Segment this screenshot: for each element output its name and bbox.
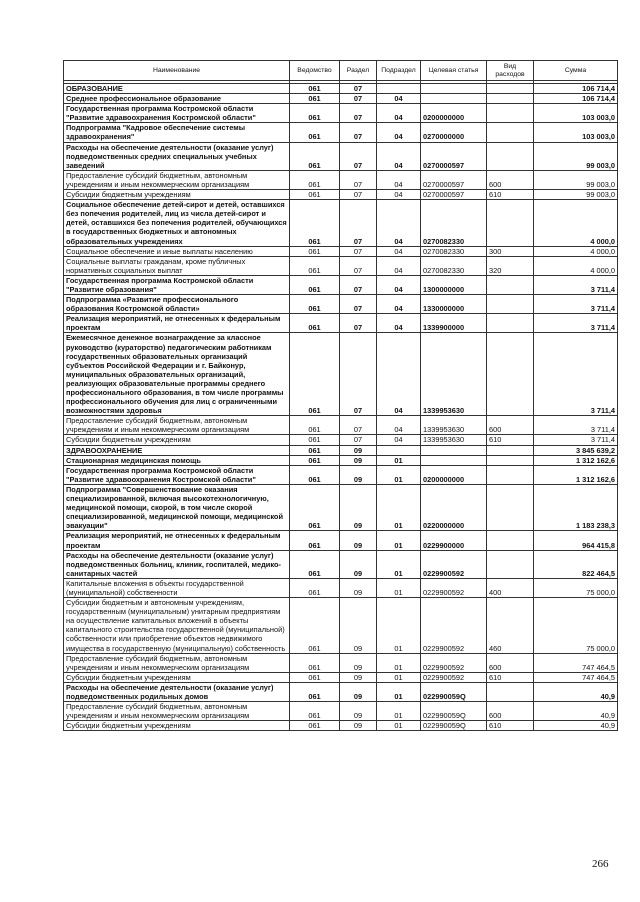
name-cell: Подпрограмма "Кадровое обеспечение системы здравоохранения" <box>64 123 290 142</box>
vid-cell <box>487 295 534 314</box>
table-row <box>64 435 618 445</box>
podrazdel-cell: 04 <box>377 256 421 275</box>
razdel-cell: 07 <box>340 416 377 435</box>
name-cell: Реализация мероприятий, не отнесенных к федеральным проектам <box>64 531 290 550</box>
podrazdel-cell: 04 <box>377 94 421 104</box>
sum-cell: 3 711,4 <box>534 435 618 445</box>
podrazdel-cell: 04 <box>377 170 421 189</box>
header-row <box>64 61 618 81</box>
ved-cell: 061 <box>290 275 340 294</box>
cs-cell: 0270000000 <box>421 123 487 142</box>
razdel-cell: 09 <box>340 465 377 484</box>
sum-cell: 75 000,0 <box>534 578 618 597</box>
cs-cell <box>421 84 487 94</box>
ved-cell: 061 <box>290 200 340 246</box>
ved-cell: 061 <box>290 653 340 672</box>
sum-cell: 3 711,4 <box>534 275 618 294</box>
name-cell: Стационарная медицинская помощь <box>64 455 290 465</box>
ved-cell: 061 <box>290 104 340 123</box>
cs-cell: 022990059Q <box>421 702 487 721</box>
ved-cell: 061 <box>290 94 340 104</box>
table-row <box>64 653 618 672</box>
name-cell: Субсидии бюджетным учреждениям <box>64 672 290 682</box>
razdel-cell: 07 <box>340 200 377 246</box>
table-row <box>64 200 618 246</box>
name-cell: Капитальные вложения в объекты государственной (муниципальной) собственности <box>64 578 290 597</box>
vid-cell <box>487 142 534 170</box>
vid-cell <box>487 94 534 104</box>
table-row <box>64 455 618 465</box>
razdel-cell: 09 <box>340 484 377 530</box>
podrazdel-cell: 04 <box>377 246 421 256</box>
vid-cell <box>487 445 534 455</box>
cs-cell: 0229900592 <box>421 578 487 597</box>
cs-cell: 0270000597 <box>421 170 487 189</box>
table-row <box>64 578 618 597</box>
podrazdel-cell: 04 <box>377 142 421 170</box>
podrazdel-cell: 01 <box>377 682 421 701</box>
vid-cell: 600 <box>487 416 534 435</box>
razdel-cell: 07 <box>340 435 377 445</box>
ved-cell: 061 <box>290 465 340 484</box>
name-cell: Расходы на обеспечение деятельности (оказание услуг) подведомственных больниц, клиник, госпиталей, медико-санитарных частей <box>64 550 290 578</box>
podrazdel-cell: 04 <box>377 123 421 142</box>
cs-cell: 1339953630 <box>421 435 487 445</box>
table-row <box>64 598 618 654</box>
ved-cell: 061 <box>290 578 340 597</box>
table-row <box>64 84 618 94</box>
podrazdel-cell: 01 <box>377 672 421 682</box>
podrazdel-cell <box>377 84 421 94</box>
cs-cell: 0229900592 <box>421 598 487 654</box>
name-cell: Ежемесячное денежное вознаграждение за классное руководство (кураторство) педагогическим работникам государственных образовательных организаций субъектов Российской Федерации и г. Байконур, муниципальных образовательных организаций, реализующих образовательные программы среднего профессионального образования, в том числе программы профессионального обучения для лиц с ограниченными возможностями здоровья <box>64 333 290 416</box>
cs-cell: 0270082330 <box>421 256 487 275</box>
sum-cell: 99 003,0 <box>534 142 618 170</box>
podrazdel-cell: 04 <box>377 333 421 416</box>
table-body <box>64 81 618 731</box>
page-number: 266 <box>592 858 609 870</box>
sum-cell: 106 714,4 <box>534 84 618 94</box>
razdel-cell: 09 <box>340 578 377 597</box>
cs-cell <box>421 94 487 104</box>
sum-cell: 964 415,8 <box>534 531 618 550</box>
table-row <box>64 682 618 701</box>
table-row <box>64 275 618 294</box>
name-cell: Социальное обеспечение и иные выплаты населению <box>64 246 290 256</box>
header-cs: Целевая статья <box>421 61 487 81</box>
sum-cell: 106 714,4 <box>534 94 618 104</box>
vid-cell <box>487 200 534 246</box>
name-cell: Подпрограмма «Развитие профессионального образования Костромской области» <box>64 295 290 314</box>
sum-cell: 1 312 162,6 <box>534 455 618 465</box>
razdel-cell: 07 <box>340 256 377 275</box>
name-cell: Субсидии бюджетным и автономным учреждениям, государственным (муниципальным) унитарным предприятиям на осуществление капитальных вложений в объекты капитального строительства государственной (муниципальной) собственности или приобретение объектов недвижимого имущества в государственную (муниципальную) собственность <box>64 598 290 654</box>
cs-cell: 0270000597 <box>421 142 487 170</box>
table-row <box>64 94 618 104</box>
podrazdel-cell: 04 <box>377 416 421 435</box>
cs-cell: 1339953630 <box>421 333 487 416</box>
razdel-cell: 07 <box>340 123 377 142</box>
vid-cell: 400 <box>487 578 534 597</box>
razdel-cell: 07 <box>340 246 377 256</box>
sum-cell: 3 711,4 <box>534 333 618 416</box>
razdel-cell: 09 <box>340 598 377 654</box>
ved-cell: 061 <box>290 531 340 550</box>
podrazdel-cell: 01 <box>377 702 421 721</box>
table-row <box>64 550 618 578</box>
name-cell: Предоставление субсидий бюджетным, автономным учреждениям и иным некоммерческим организациям <box>64 416 290 435</box>
header-podrazdel: Подраздел <box>377 61 421 81</box>
podrazdel-cell: 01 <box>377 484 421 530</box>
podrazdel-cell: 01 <box>377 531 421 550</box>
ved-cell: 061 <box>290 84 340 94</box>
sum-cell: 747 464,5 <box>534 672 618 682</box>
header-sum: Сумма <box>534 61 618 81</box>
vid-cell <box>487 455 534 465</box>
razdel-cell: 09 <box>340 455 377 465</box>
sum-cell: 4 000,0 <box>534 256 618 275</box>
razdel-cell: 09 <box>340 531 377 550</box>
name-cell: Субсидии бюджетным учреждениям <box>64 721 290 731</box>
sum-cell: 4 000,0 <box>534 200 618 246</box>
name-cell: ЗДРАВООХРАНЕНИЕ <box>64 445 290 455</box>
podrazdel-cell: 04 <box>377 200 421 246</box>
ved-cell: 061 <box>290 314 340 333</box>
razdel-cell: 07 <box>340 295 377 314</box>
ved-cell: 061 <box>290 142 340 170</box>
name-cell: Предоставление субсидий бюджетным, автономным учреждениям и иным некоммерческим организациям <box>64 702 290 721</box>
cs-cell: 0220000000 <box>421 484 487 530</box>
name-cell: Подпрограмма "Совершенствование оказания специализированной, включая высокотехнологичную, медицинской помощи, скорой, в том числе скорой специализированной, медицинской помощи, медицинской эвакуации" <box>64 484 290 530</box>
ved-cell: 061 <box>290 256 340 275</box>
sum-cell: 1 183 238,3 <box>534 484 618 530</box>
cs-cell: 1300000000 <box>421 275 487 294</box>
vid-cell <box>487 682 534 701</box>
sum-cell: 3 711,4 <box>534 295 618 314</box>
cs-cell: 022990059Q <box>421 682 487 701</box>
ved-cell: 061 <box>290 295 340 314</box>
vid-cell <box>487 465 534 484</box>
ved-cell: 061 <box>290 170 340 189</box>
sum-cell: 3 845 639,2 <box>534 445 618 455</box>
header-ved: Ведомство <box>290 61 340 81</box>
vid-cell: 610 <box>487 190 534 200</box>
podrazdel-cell: 04 <box>377 104 421 123</box>
razdel-cell: 07 <box>340 142 377 170</box>
vid-cell: 320 <box>487 256 534 275</box>
podrazdel-cell: 01 <box>377 465 421 484</box>
razdel-cell: 07 <box>340 84 377 94</box>
ved-cell: 061 <box>290 721 340 731</box>
table-row <box>64 721 618 731</box>
podrazdel-cell: 01 <box>377 721 421 731</box>
table-row <box>64 672 618 682</box>
cs-cell: 0229900592 <box>421 653 487 672</box>
name-cell: Государственная программа Костромской области "Развитие здравоохранения Костромской области" <box>64 465 290 484</box>
header-vid: Вид расходов <box>487 61 534 81</box>
table-row <box>64 702 618 721</box>
cs-cell: 0270082330 <box>421 246 487 256</box>
sum-cell: 3 711,4 <box>534 314 618 333</box>
vid-cell <box>487 275 534 294</box>
vid-cell <box>487 484 534 530</box>
razdel-cell: 09 <box>340 702 377 721</box>
podrazdel-cell: 01 <box>377 578 421 597</box>
vid-cell <box>487 550 534 578</box>
cs-cell: 0270000597 <box>421 190 487 200</box>
sum-cell: 1 312 162,6 <box>534 465 618 484</box>
razdel-cell: 09 <box>340 445 377 455</box>
name-cell: Государственная программа Костромской области "Развитие здравоохранения Костромской области" <box>64 104 290 123</box>
table-row <box>64 246 618 256</box>
vid-cell: 460 <box>487 598 534 654</box>
vid-cell <box>487 333 534 416</box>
vid-cell <box>487 84 534 94</box>
vid-cell <box>487 314 534 333</box>
ved-cell: 061 <box>290 702 340 721</box>
table-row <box>64 123 618 142</box>
razdel-cell: 07 <box>340 104 377 123</box>
ved-cell: 061 <box>290 672 340 682</box>
vid-cell: 300 <box>487 246 534 256</box>
table-row <box>64 314 618 333</box>
razdel-cell: 07 <box>340 275 377 294</box>
table-row <box>64 104 618 123</box>
vid-cell: 610 <box>487 672 534 682</box>
vid-cell: 600 <box>487 170 534 189</box>
table-row <box>64 484 618 530</box>
ved-cell: 061 <box>290 416 340 435</box>
sum-cell: 40,9 <box>534 721 618 731</box>
ved-cell: 061 <box>290 333 340 416</box>
cs-cell: 0229900000 <box>421 531 487 550</box>
razdel-cell: 07 <box>340 333 377 416</box>
razdel-cell: 07 <box>340 94 377 104</box>
name-cell: Социальное обеспечение детей-сирот и детей, оставшихся без попечения родителей, лиц из числа детей-сирот и детей, оставшихся без попечения родителей, обучающихся в государственных бюджетных и автономных образовательных учреждениях <box>64 200 290 246</box>
razdel-cell: 07 <box>340 170 377 189</box>
sum-cell: 99 003,0 <box>534 170 618 189</box>
name-cell: Предоставление субсидий бюджетным, автономным учреждениям и иным некоммерческим организациям <box>64 653 290 672</box>
sum-cell: 40,9 <box>534 682 618 701</box>
table-row <box>64 190 618 200</box>
razdel-cell: 07 <box>340 190 377 200</box>
sum-cell: 103 003,0 <box>534 104 618 123</box>
cs-cell: 0200000000 <box>421 465 487 484</box>
podrazdel-cell: 04 <box>377 190 421 200</box>
cs-cell: 0229900592 <box>421 550 487 578</box>
table-row <box>64 295 618 314</box>
name-cell: Расходы на обеспечение деятельности (оказание услуг) подведомственных родильных домов <box>64 682 290 701</box>
podrazdel-cell: 01 <box>377 550 421 578</box>
razdel-cell: 07 <box>340 314 377 333</box>
vid-cell <box>487 531 534 550</box>
sum-cell: 3 711,4 <box>534 416 618 435</box>
sum-cell: 75 000,0 <box>534 598 618 654</box>
name-cell: Среднее профессиональное образование <box>64 94 290 104</box>
table-row <box>64 142 618 170</box>
podrazdel-cell: 04 <box>377 435 421 445</box>
podrazdel-cell: 01 <box>377 653 421 672</box>
cs-cell: 1339900000 <box>421 314 487 333</box>
ved-cell: 061 <box>290 246 340 256</box>
sum-cell: 747 464,5 <box>534 653 618 672</box>
razdel-cell: 09 <box>340 672 377 682</box>
name-cell: Субсидии бюджетным учреждениям <box>64 190 290 200</box>
table-row <box>64 465 618 484</box>
podrazdel-cell <box>377 445 421 455</box>
vid-cell <box>487 104 534 123</box>
razdel-cell: 09 <box>340 721 377 731</box>
vid-cell <box>487 123 534 142</box>
vid-cell: 600 <box>487 702 534 721</box>
vid-cell: 610 <box>487 435 534 445</box>
ved-cell: 061 <box>290 484 340 530</box>
razdel-cell: 09 <box>340 682 377 701</box>
name-cell: Социальные выплаты гражданам, кроме публичных нормативных социальных выплат <box>64 256 290 275</box>
name-cell: Предоставление субсидий бюджетным, автономным учреждениям и иным некоммерческим организациям <box>64 170 290 189</box>
table-row <box>64 445 618 455</box>
ved-cell: 061 <box>290 435 340 445</box>
ved-cell: 061 <box>290 123 340 142</box>
vid-cell: 610 <box>487 721 534 731</box>
cs-cell: 1330000000 <box>421 295 487 314</box>
table-row <box>64 333 618 416</box>
ved-cell: 061 <box>290 445 340 455</box>
table-row <box>64 170 618 189</box>
ved-cell: 061 <box>290 190 340 200</box>
header-name: Наименование <box>64 61 290 81</box>
sum-cell: 40,9 <box>534 702 618 721</box>
podrazdel-cell: 04 <box>377 275 421 294</box>
cs-cell: 1339953630 <box>421 416 487 435</box>
podrazdel-cell: 04 <box>377 314 421 333</box>
header-razdel: Раздел <box>340 61 377 81</box>
cs-cell: 0270082330 <box>421 200 487 246</box>
razdel-cell: 09 <box>340 550 377 578</box>
cs-cell <box>421 455 487 465</box>
name-cell: Государственная программа Костромской области "Развитие образования" <box>64 275 290 294</box>
cs-cell: 0229900592 <box>421 672 487 682</box>
name-cell: Реализация мероприятий, не отнесенных к федеральным проектам <box>64 314 290 333</box>
razdel-cell: 09 <box>340 653 377 672</box>
sum-cell: 99 003,0 <box>534 190 618 200</box>
podrazdel-cell: 04 <box>377 295 421 314</box>
cs-cell <box>421 445 487 455</box>
sum-cell: 103 003,0 <box>534 123 618 142</box>
name-cell: Субсидии бюджетным учреждениям <box>64 435 290 445</box>
ved-cell: 061 <box>290 598 340 654</box>
sum-cell: 4 000,0 <box>534 246 618 256</box>
budget-table <box>63 60 618 731</box>
ved-cell: 061 <box>290 682 340 701</box>
name-cell: Расходы на обеспечение деятельности (оказание услуг) подведомственных средних специальных учебных заведений <box>64 142 290 170</box>
cs-cell: 022990059Q <box>421 721 487 731</box>
table-row <box>64 416 618 435</box>
table-row <box>64 531 618 550</box>
cs-cell: 0200000000 <box>421 104 487 123</box>
ved-cell: 061 <box>290 550 340 578</box>
podrazdel-cell: 01 <box>377 455 421 465</box>
podrazdel-cell: 01 <box>377 598 421 654</box>
sum-cell: 822 464,5 <box>534 550 618 578</box>
name-cell: ОБРАЗОВАНИЕ <box>64 84 290 94</box>
vid-cell: 600 <box>487 653 534 672</box>
table-row <box>64 256 618 275</box>
ved-cell: 061 <box>290 455 340 465</box>
